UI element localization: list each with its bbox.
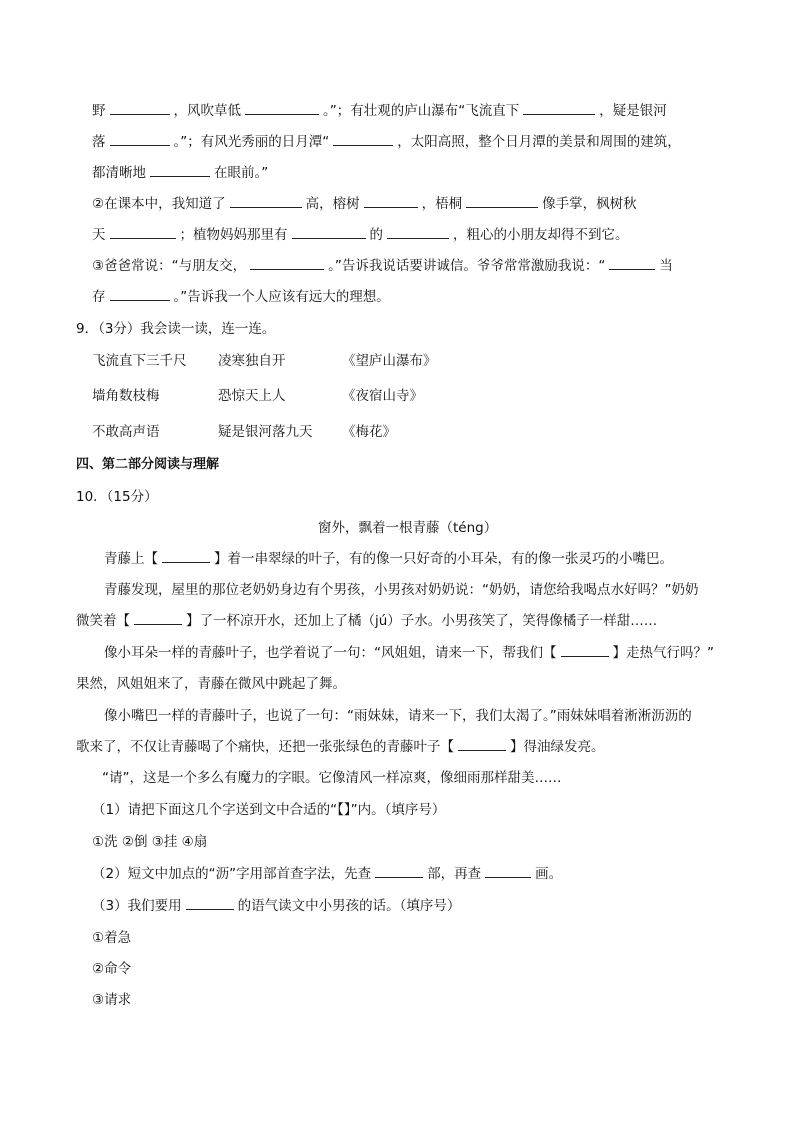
q10-sub-question-1: （1）请把下面这几个字送到文中合适的“【】”内。（填序号） bbox=[92, 802, 446, 818]
q10-sub-question-2: （2）短文中加点的“沥”字用部首查字法，先查 部，再查 画。 bbox=[92, 866, 563, 882]
passage-paragraph-4-line-2: 歌来了，不仅让青藤喝了个痛快，还把一张张绿色的青藤叶子【 】得油绿发亮。 bbox=[76, 739, 605, 755]
q8-line-5: 天 ；植物妈妈那里有 的 ，粗心的小朋友却得不到它。 bbox=[92, 227, 629, 243]
answer-blank[interactable] bbox=[245, 102, 319, 115]
q10-sub-question-3: （3）我们要用 的语气读文中小男孩的话。（填序号） bbox=[92, 898, 461, 914]
answer-blank[interactable] bbox=[561, 644, 609, 657]
q8-line-7: 存 。”告诉我一个人应该有远大的理想。 bbox=[92, 289, 390, 305]
q9-poem-title-3[interactable]: 《梅花》 bbox=[342, 424, 396, 440]
passage-paragraph-3-line-1: 像小耳朵一样的青藤叶子，也学着说了一句：“风姐姐，请来一下，帮我们【 】走热气行吗？” bbox=[104, 645, 714, 661]
answer-blank[interactable] bbox=[387, 226, 449, 239]
q8-line-3: 都清晰地 在眼前。” bbox=[92, 165, 269, 181]
passage-paragraph-4-line-1: 像小嘴巴一样的青藤叶子，也说了一句：“雨妹妹，请来一下，我们太渴了。”雨妹妹唱着淅淅沥沥的 bbox=[104, 708, 692, 724]
passage-paragraph-5: “请”，这是一个多么有魔力的字眼。它像清风一样凉爽，像细雨那样甜美…… bbox=[102, 770, 562, 786]
answer-blank[interactable] bbox=[110, 133, 170, 146]
passage-paragraph-1: 青藤上【 】着一串翠绿的叶子，有的像一只好奇的小耳朵，有的像一张灵巧的小嘴巴。 bbox=[104, 551, 673, 567]
answer-blank[interactable] bbox=[110, 288, 170, 301]
answer-blank[interactable] bbox=[375, 865, 423, 878]
q8-line-4: ②在课本中，我知道了 高，榕树 ，梧桐 像手掌，枫树秋 bbox=[92, 196, 637, 212]
answer-blank[interactable] bbox=[333, 133, 393, 146]
answer-blank[interactable] bbox=[364, 195, 418, 208]
q9-verse-match-3[interactable]: 疑是银河落九天 bbox=[218, 424, 313, 440]
q8-line-1: 野 ，风吹草低 。”；有壮观的庐山瀑布“飞流直下 ，疑是银河 bbox=[92, 103, 667, 119]
answer-blank[interactable] bbox=[110, 226, 176, 239]
answer-blank[interactable] bbox=[162, 550, 210, 563]
q9-verse-2[interactable]: 墙角数枝梅 bbox=[92, 388, 160, 404]
q9-poem-title-2[interactable]: 《夜宿山寺》 bbox=[342, 388, 423, 404]
q9-verse-match-1[interactable]: 凌寒独自开 bbox=[218, 353, 286, 369]
answer-blank[interactable] bbox=[292, 226, 366, 239]
answer-blank[interactable] bbox=[110, 102, 170, 115]
q9-verse-match-2[interactable]: 恐惊天上人 bbox=[218, 388, 286, 404]
q10-option-1[interactable]: ①着急 bbox=[92, 930, 132, 946]
answer-blank[interactable] bbox=[150, 164, 210, 177]
q10-option-2[interactable]: ②命令 bbox=[92, 961, 132, 977]
q8-line-6: ③爸爸常说：“与朋友交， 。”告诉我说话要讲诚信。爷爷常常激励我说：“ 当 bbox=[92, 258, 673, 274]
q10-sub-question-1-options: ①洗 ②倒 ③挂 ④扇 bbox=[92, 834, 208, 850]
answer-blank[interactable] bbox=[134, 612, 182, 625]
q9-verse-3[interactable]: 不敢高声语 bbox=[92, 424, 160, 440]
passage-paragraph-2-line-1: 青藤发现，屋里的那位老奶奶身边有个男孩，小男孩对奶奶说：“奶奶，请您给我喝点水好吗？”奶奶 bbox=[104, 582, 699, 598]
answer-blank[interactable] bbox=[609, 257, 655, 270]
section-heading: 四、第二部分阅读与理解 bbox=[76, 457, 220, 472]
q9-title: 9．（3分）我会读一读，连一连。 bbox=[76, 321, 276, 337]
q8-line-2: 落 。”；有风光秀丽的日月潭“ ，太阳高照，整个日月潭的美景和周围的建筑， bbox=[92, 134, 681, 150]
q10-title: 10．（15分） bbox=[76, 489, 158, 505]
answer-blank[interactable] bbox=[250, 257, 324, 270]
passage-paragraph-2-line-2: 微笑着【 】了一杯凉开水，还加上了橘（jú）子水。小男孩笑了，笑得像橘子一样甜…… bbox=[76, 613, 658, 629]
answer-blank[interactable] bbox=[466, 195, 538, 208]
q9-verse-1[interactable]: 飞流直下三千尺 bbox=[92, 353, 187, 369]
q10-option-3[interactable]: ③请求 bbox=[92, 992, 132, 1008]
q9-poem-title-1[interactable]: 《望庐山瀑布》 bbox=[342, 353, 437, 369]
answer-blank[interactable] bbox=[458, 738, 506, 751]
answer-blank[interactable] bbox=[485, 865, 531, 878]
passage-title: 窗外，飘着一根青藤（téng） bbox=[318, 520, 498, 536]
answer-blank[interactable] bbox=[523, 102, 595, 115]
answer-blank[interactable] bbox=[230, 195, 302, 208]
passage-paragraph-3-line-2: 果然，风姐姐来了，青藤在微风中跳起了舞。 bbox=[76, 676, 346, 692]
answer-blank[interactable] bbox=[186, 897, 234, 910]
